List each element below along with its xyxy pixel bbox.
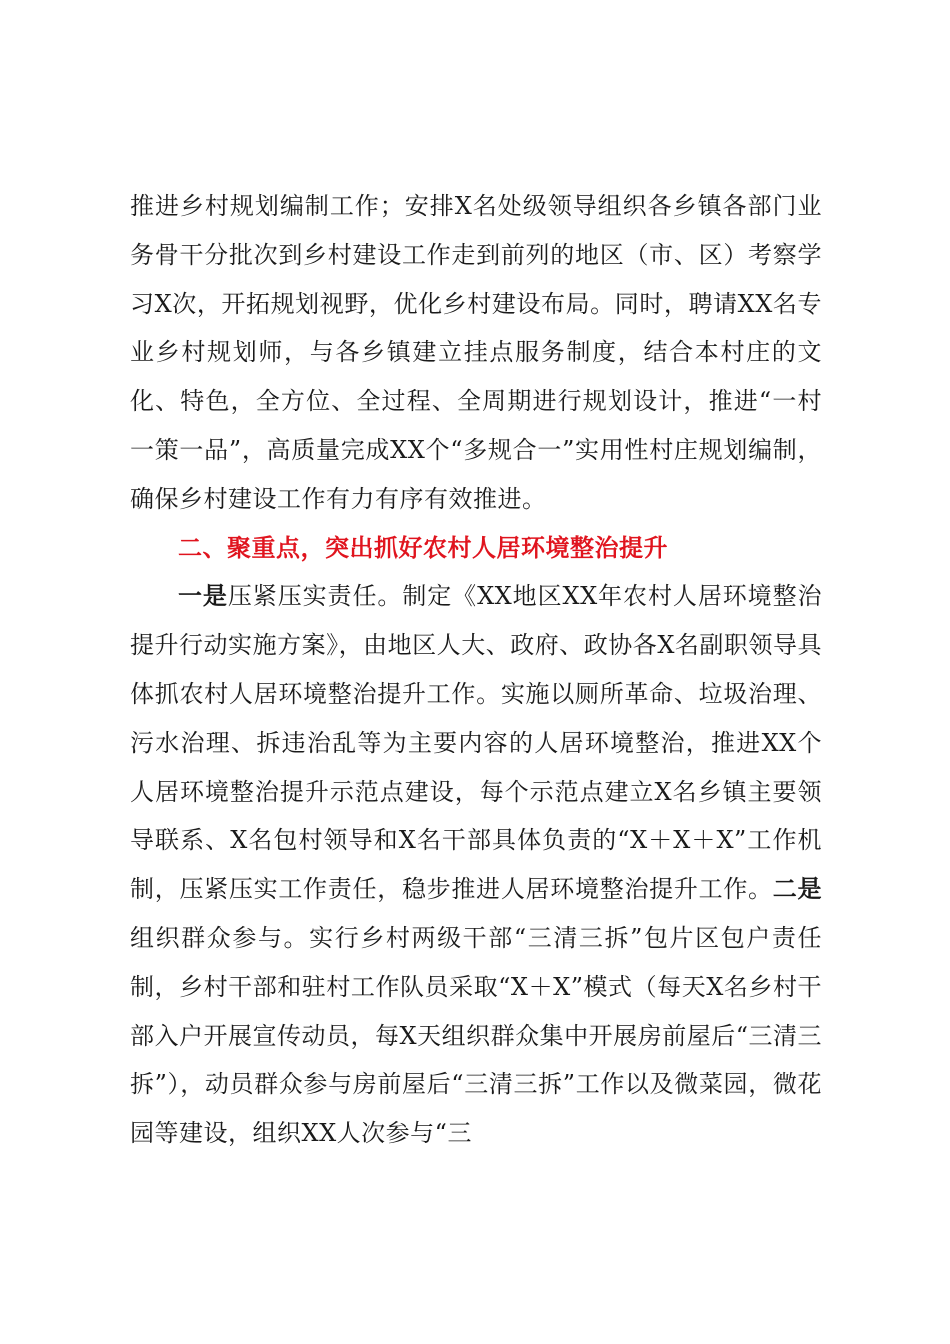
lead-second: 二是 xyxy=(772,875,823,904)
section-heading: 二、聚重点，突出抓好农村人居环境整治提升 xyxy=(178,533,668,562)
lead-first: 一是 xyxy=(178,582,228,611)
text-first: 压紧压实责任。制定《XX地区XX年农村人居环境整治提升行动实施方案》，由地区人大、政府、政协各X名副职领导具体抓农村人居环境整治提升工作。实施以厕所革命、垃圾治理、污水治理、拆违治乱等为主要内容的人居环境整治，推进XX个人居环境整治提升示范点建设，每个示范点建立X名乡镇主要领导联系、X名包村领导和X名干部具体负责的“X＋X＋X”工作机制，压紧压实工作责任，稳步推进人居环境整治提升工作。 xyxy=(130,582,823,904)
paragraph-planning: 推进乡村规划编制工作；安排X名处级领导组织各乡镇各部门业务骨干分批次到乡村建设工作走到前列的地区（市、区）考察学习X次，开拓规划视野，优化乡村建设布局。同时，聘请XX名专业乡村规划师，与各乡镇建立挂点服务制度，结合本村庄的文化、特色，全方位、全过程、全周期进行规划设计，推进“一村一策一品”，高质量完成XX个“多规合一”实用性村庄规划编制，确保乡村建设工作有力有序有效推进。 xyxy=(130,192,822,513)
document-body xyxy=(130,182,822,1158)
paragraph-environment xyxy=(130,572,822,1158)
text-second: 组织群众参与。实行乡村两级干部“三清三拆”包片区包户责任制，乡村干部和驻村工作队员采取“X＋X”模式（每天X名乡村干部入户开展宣传动员，每X天组织群众集中开展房前屋后“三清三拆”），动员群众参与房前屋后“三清三拆”工作以及微菜园，微花园等建设，组织XX人次参与“三 xyxy=(130,923,822,1148)
